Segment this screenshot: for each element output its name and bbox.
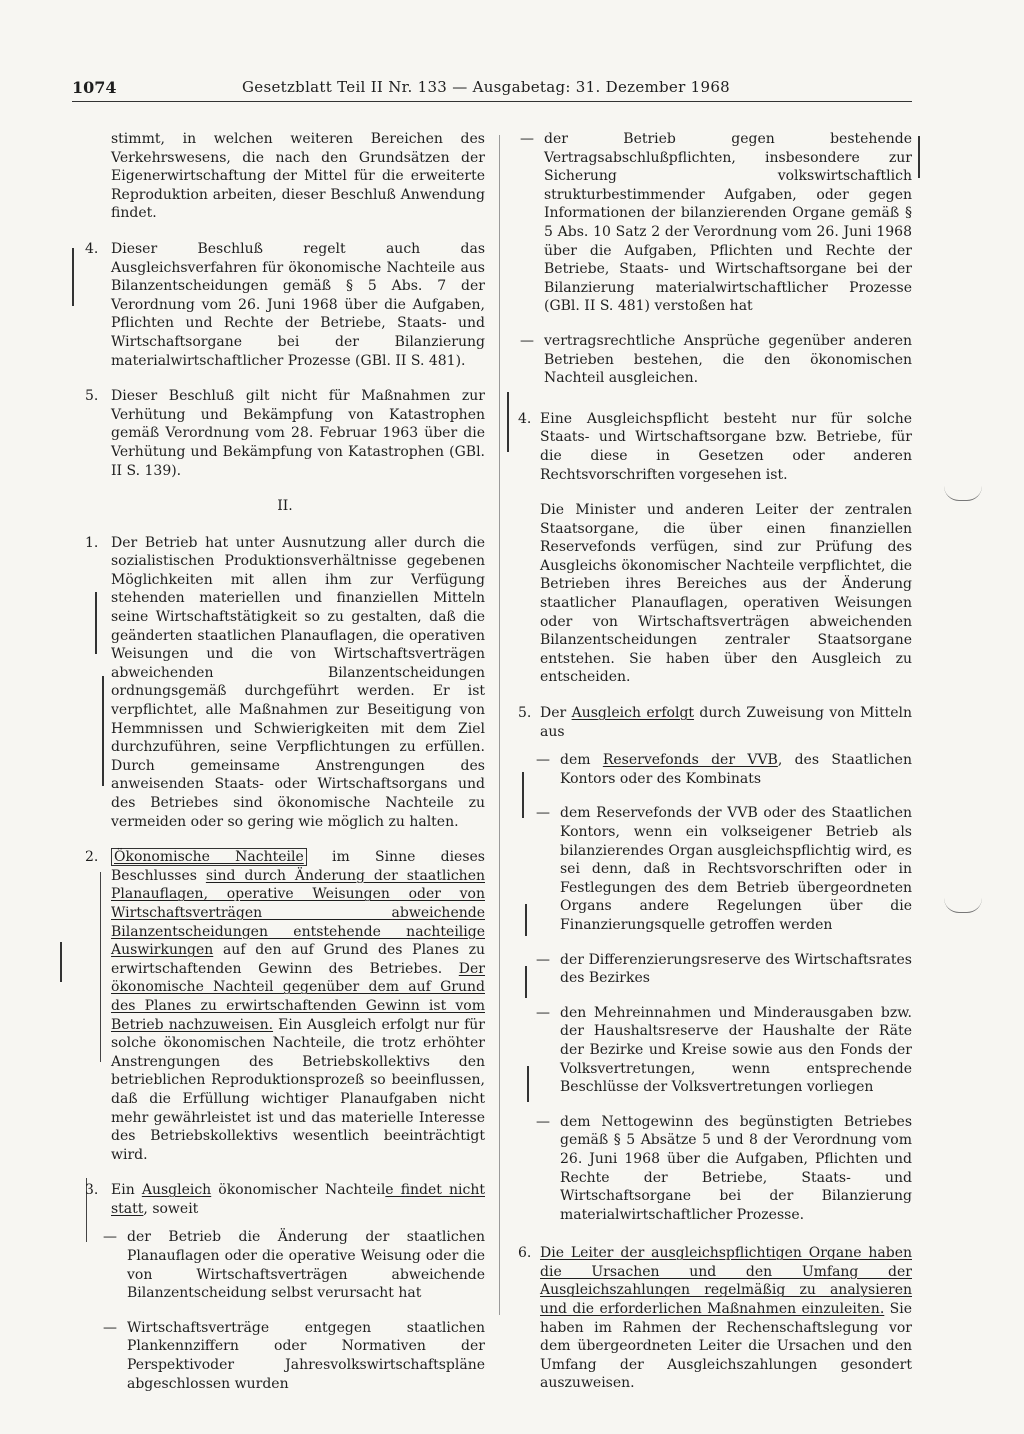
header-title: Gesetzblatt Teil II Nr. 133 — Ausgabetag: 31. Dezember 1968 — [242, 78, 731, 96]
paragraph-5 — [85, 387, 485, 480]
paragraph-text: Dieser Beschluß gilt nicht für Maßnahmen zur Verhütung und Bekämpfung von Katastrophen gemäß Verordnung vom 28. Februar 1963 über die Verhütung und Bekämpfung von Katastrophen (GBl. II S. 139). — [111, 388, 485, 479]
paragraph-text: Ein Ausgleich ökonomischer Nachteile findet nicht statt, soweit — [111, 1182, 485, 1217]
boxed-term: Ökonomische Nachteile — [111, 848, 307, 866]
underlined-text: e findet nicht statt — [111, 1182, 485, 1217]
margin-mark — [60, 942, 62, 982]
paragraph-number: 1. — [85, 534, 99, 551]
list-item — [518, 130, 912, 316]
dash-bullet: — — [103, 1229, 117, 1246]
header-rule — [72, 101, 912, 102]
list-item — [85, 1228, 485, 1302]
column-divider — [499, 135, 500, 1315]
dash-bullet: — — [103, 1319, 117, 1336]
list-item-text: den Mehreinnahmen und Minderausgaben bzw. der Haushaltsreserve der Haushalte der Räte der Bezirke und Kreise sowie aus den Fonds der Volksvertretungen, wenn entsprechende Beschlüsse der Volksvertretungen vorliegen — [560, 1004, 912, 1096]
paragraph-number: 6. — [518, 1245, 532, 1262]
list-item-text: der Differenzierungsreserve des Wirtschaftsrates des Bezirkes — [560, 951, 912, 987]
section2-paragraph-1 — [85, 534, 485, 832]
list-item — [518, 951, 912, 988]
list-item-text: vertragsrechtliche Ansprüche gegenüber anderen Betrieben bestehen, die den ökonomischen Nachteil ausgleichen. — [544, 332, 912, 387]
right-column — [518, 130, 912, 1393]
paragraph-text: Die Leiter der ausgleichspflichtigen Organe haben die Ursachen und den Umfang der Ausgleichszahlungen regelmäßig zu analysieren und die erforderlichen Maßnahmen einzuleiten. Sie haben im Rahmen der Rechenschaftslegung vor dem übergeordneten Leiter die Ursachen und den Umfang der Ausgleichszahlungen gesondert auszuweisen. — [540, 1245, 912, 1392]
list-item-text: der Betrieb gegen bestehende Vertragsabschlußpflichten, insbesondere zur Sicherung volkswirtschaftlich strukturbestimmender Aufgaben, oder gegen Informationen der bilanzierenden Organe gemäß § 5 Abs. 10 Satz 2 der Verordnung vom 26. Juni 1968 über die Aufgaben, Pflichten und Rechte der Betriebe, Staats- und Wirtschaftsorgane bei der Bilanzierung materialwirtschaftlicher Prozesse (GBl. II S. 481) verstoßen hat — [544, 131, 912, 315]
list-item-text: dem Nettogewinn des begünstigten Betriebes gemäß § 5 Absätze 5 und 8 der Verordnung vom 26. Juni 1968 über die Aufgaben, Pflichten und Rechte der Betriebe, Staats- und Wirtschaftsorgane bei der Bilanzierung materialwirtschaftlicher Prozesse. — [560, 1113, 912, 1223]
paragraph-number: 5. — [85, 388, 99, 405]
dash-bullet: — — [536, 1004, 550, 1021]
paragraph-text: Dieser Beschluß regelt auch das Ausgleichsverfahren für ökonomische Nachteile aus Bilanzentscheidungen gemäß § 5 Abs. 7 der Verordnung vom 26. Juni 1968 über die Aufgaben, Pflichten und Rechte der Betriebe, Staats- und Wirtschaftsorgane bei der Bilanzierung materialwirtschaftlicher Prozesse (GBl. II S. 481). — [111, 240, 485, 369]
section-heading: II. — [277, 498, 293, 515]
margin-mark — [918, 136, 920, 178]
paragraph-number: 4. — [85, 240, 99, 257]
list-item — [518, 751, 912, 788]
right-paragraph-4 — [518, 410, 912, 484]
page-number: 1074 — [72, 78, 117, 97]
paragraph-number: 3. — [85, 1182, 99, 1199]
dash-bullet: — — [536, 752, 550, 769]
list-item — [518, 1113, 912, 1225]
margin-scribble — [944, 898, 982, 913]
dash-bullet: — — [520, 131, 534, 147]
list-item — [85, 1319, 485, 1393]
paragraph-text: Der Betrieb hat unter Ausnutzung aller durch die sozialistischen Produktionsverhältnisse gegebenen Möglichkeiten mit allen ihm zur Verfügung stehenden materiellen und finanziellen Mitteln seine Wirtschaftstätigkeit so zu gestalten, daß die geänderten staatlichen Planauflagen, die operativen Weisungen und die von Wirtschaftsverträgen abweichenden Bilanzentscheidungen ordnungsgemäß durchgeführt werden. Er ist verpflichtet, alle Maßnahmen zur Beseitigung von Hemmnissen und Schwierigkeiten mit dem Ziel durchzuführen, seine Verpflichtungen zu erfüllen. Durch gemeinsame Anstrengungen des anweisenden Staats- oder Wirtschaftsorgans und des Betriebes sind ökonomische Nachteile zu vermeiden oder so gering wie möglich zu halten. — [111, 534, 485, 830]
paragraph-text: Die Minister und anderen Leiter der zentralen Staatsorgane, die über einen finanziellen Reservefonds verfügen, sind zur Prüfung des Ausgleichs ökonomischer Nachteile verpflichtet, die Betrieben ihres Bereiches aus der Änderung staatlicher Planauflagen, operativen Weisungen oder von Wirtschaftsverträgen abweichenden Bilanzentscheidungen zentraler Staatsorgane entstehen. Sie haben über den Ausgleich zu entscheiden. — [540, 502, 912, 686]
list-item-text: dem Reservefonds der VVB, des Staatlichen Kontors oder des Kombinats — [560, 752, 912, 787]
paragraph-4 — [85, 240, 485, 370]
right-paragraph-6 — [518, 1244, 912, 1393]
list-item-text: der Betrieb die Änderung der staatlichen Planauflagen oder die operative Weisung oder die von Wirtschaftsverträgen abweichende Bilanzentscheidung selbst verursacht hat — [127, 1229, 485, 1302]
list-item — [518, 1004, 912, 1097]
section2-paragraph-2 — [85, 848, 485, 1164]
list-item — [518, 332, 912, 388]
dash-bullet: — — [536, 951, 550, 968]
dash-bullet: — — [536, 1113, 550, 1130]
right-paragraph-5 — [518, 704, 912, 741]
underlined-text: sind durch Änderung der staatlichen Planauflagen, operative Weisungen oder von Wirtschaftsverträgen abweichende Bilanzentscheidungen entstehende nachteilige Auswirkungen — [111, 867, 485, 959]
paragraph-text: Der Ausgleich erfolgt durch Zuweisung von Mitteln aus — [540, 705, 912, 740]
underlined-text: Der ökonomische Nachteil gegenüber dem auf Grund des Planes zu erwirtschaftenden Gewinn ist vom Betrieb nachzuweisen. — [111, 960, 485, 1033]
dash-bullet: — — [536, 805, 550, 822]
underlined-text: Ausgleich erfolgt — [571, 705, 695, 722]
list-item-text: dem Reservefonds der VVB oder des Staatlichen Kontors, wenn ein volkseigener Betrieb als bilanzierendes Organ ausgleichspflichtig wird, es sei denn, daß in Rechtsvorschriften oder in Festlegungen des dem Betrieb übergeordneten Organs andere Regelungen über die Finanzierungsquelle getroffen werden — [560, 805, 912, 933]
section2-paragraph-3 — [85, 1181, 485, 1218]
underlined-text: Reservefonds der VVB — [602, 752, 778, 769]
underlined-text: Die Leiter der ausgleichspflichtigen Organe haben die Ursachen und den Umfang der Ausgleichszahlungen regelmäßig zu analysieren und die erforderlichen Maßnahmen einzuleiten. — [540, 1245, 912, 1318]
list-item — [518, 804, 912, 934]
paragraph-number: 5. — [518, 705, 532, 722]
paragraph-number: 4. — [518, 410, 532, 427]
list-item-text: Wirtschaftsverträge entgegen staatlichen Plankennziffern oder Normativen der Perspektivoder Jahresvolkswirtschaftspläne abgeschlossen wurden — [127, 1319, 485, 1392]
paragraph-text: Eine Ausgleichspflicht besteht nur für solche Staats- und Wirtschaftsorgane bzw. Betriebe, für die diese in Gesetzen oder anderen Rechtsvorschriften vorgesehen ist. — [540, 410, 912, 483]
margin-scribble — [944, 486, 982, 501]
margin-mark — [72, 248, 74, 306]
paragraph-number: 2. — [85, 849, 99, 866]
dash-bullet: — — [520, 332, 534, 349]
margin-mark — [507, 392, 509, 452]
intro-paragraph: stimmt, in welchen weiteren Bereichen des Verkehrswesens, die nach den Grundsätzen der Eigenerwirtschaftung der Mittel für die erweiterte Reproduktion arbeiten, dieser Beschluß Anwendung findet. — [111, 131, 485, 222]
underlined-text: Ausgleich — [141, 1182, 212, 1199]
left-column — [85, 130, 485, 1409]
paragraph-text: Ökonomische Nachteile im Sinne dieses Beschlusses sind durch Änderung der staatlichen Planauflagen, operative Weisungen oder von Wirtschaftsverträgen abweichende Bilanzentscheidungen entstehende nachteilige Auswirkungen auf den auf Grund des Planes zu erwirtschaftenden Gewinn des Betriebes. Der ökonomische Nachteil gegenüber dem auf Grund des Planes zu erwirtschaftenden Gewinn ist vom Betrieb nachzuweisen. Ein Ausgleich erfolgt nur für solche ökonomischen Nachteile, die trotz erhöhter Anstrengungen des Betriebskollektivs den betrieblichen Reproduktionsprozeß so beeinflussen, daß die Erfüllung wichtiger Planaufgaben nicht mehr gewährleistet ist und das materielle Interesse des Betriebskollektivs wesentlich beeinträchtigt wird. — [111, 849, 485, 1163]
